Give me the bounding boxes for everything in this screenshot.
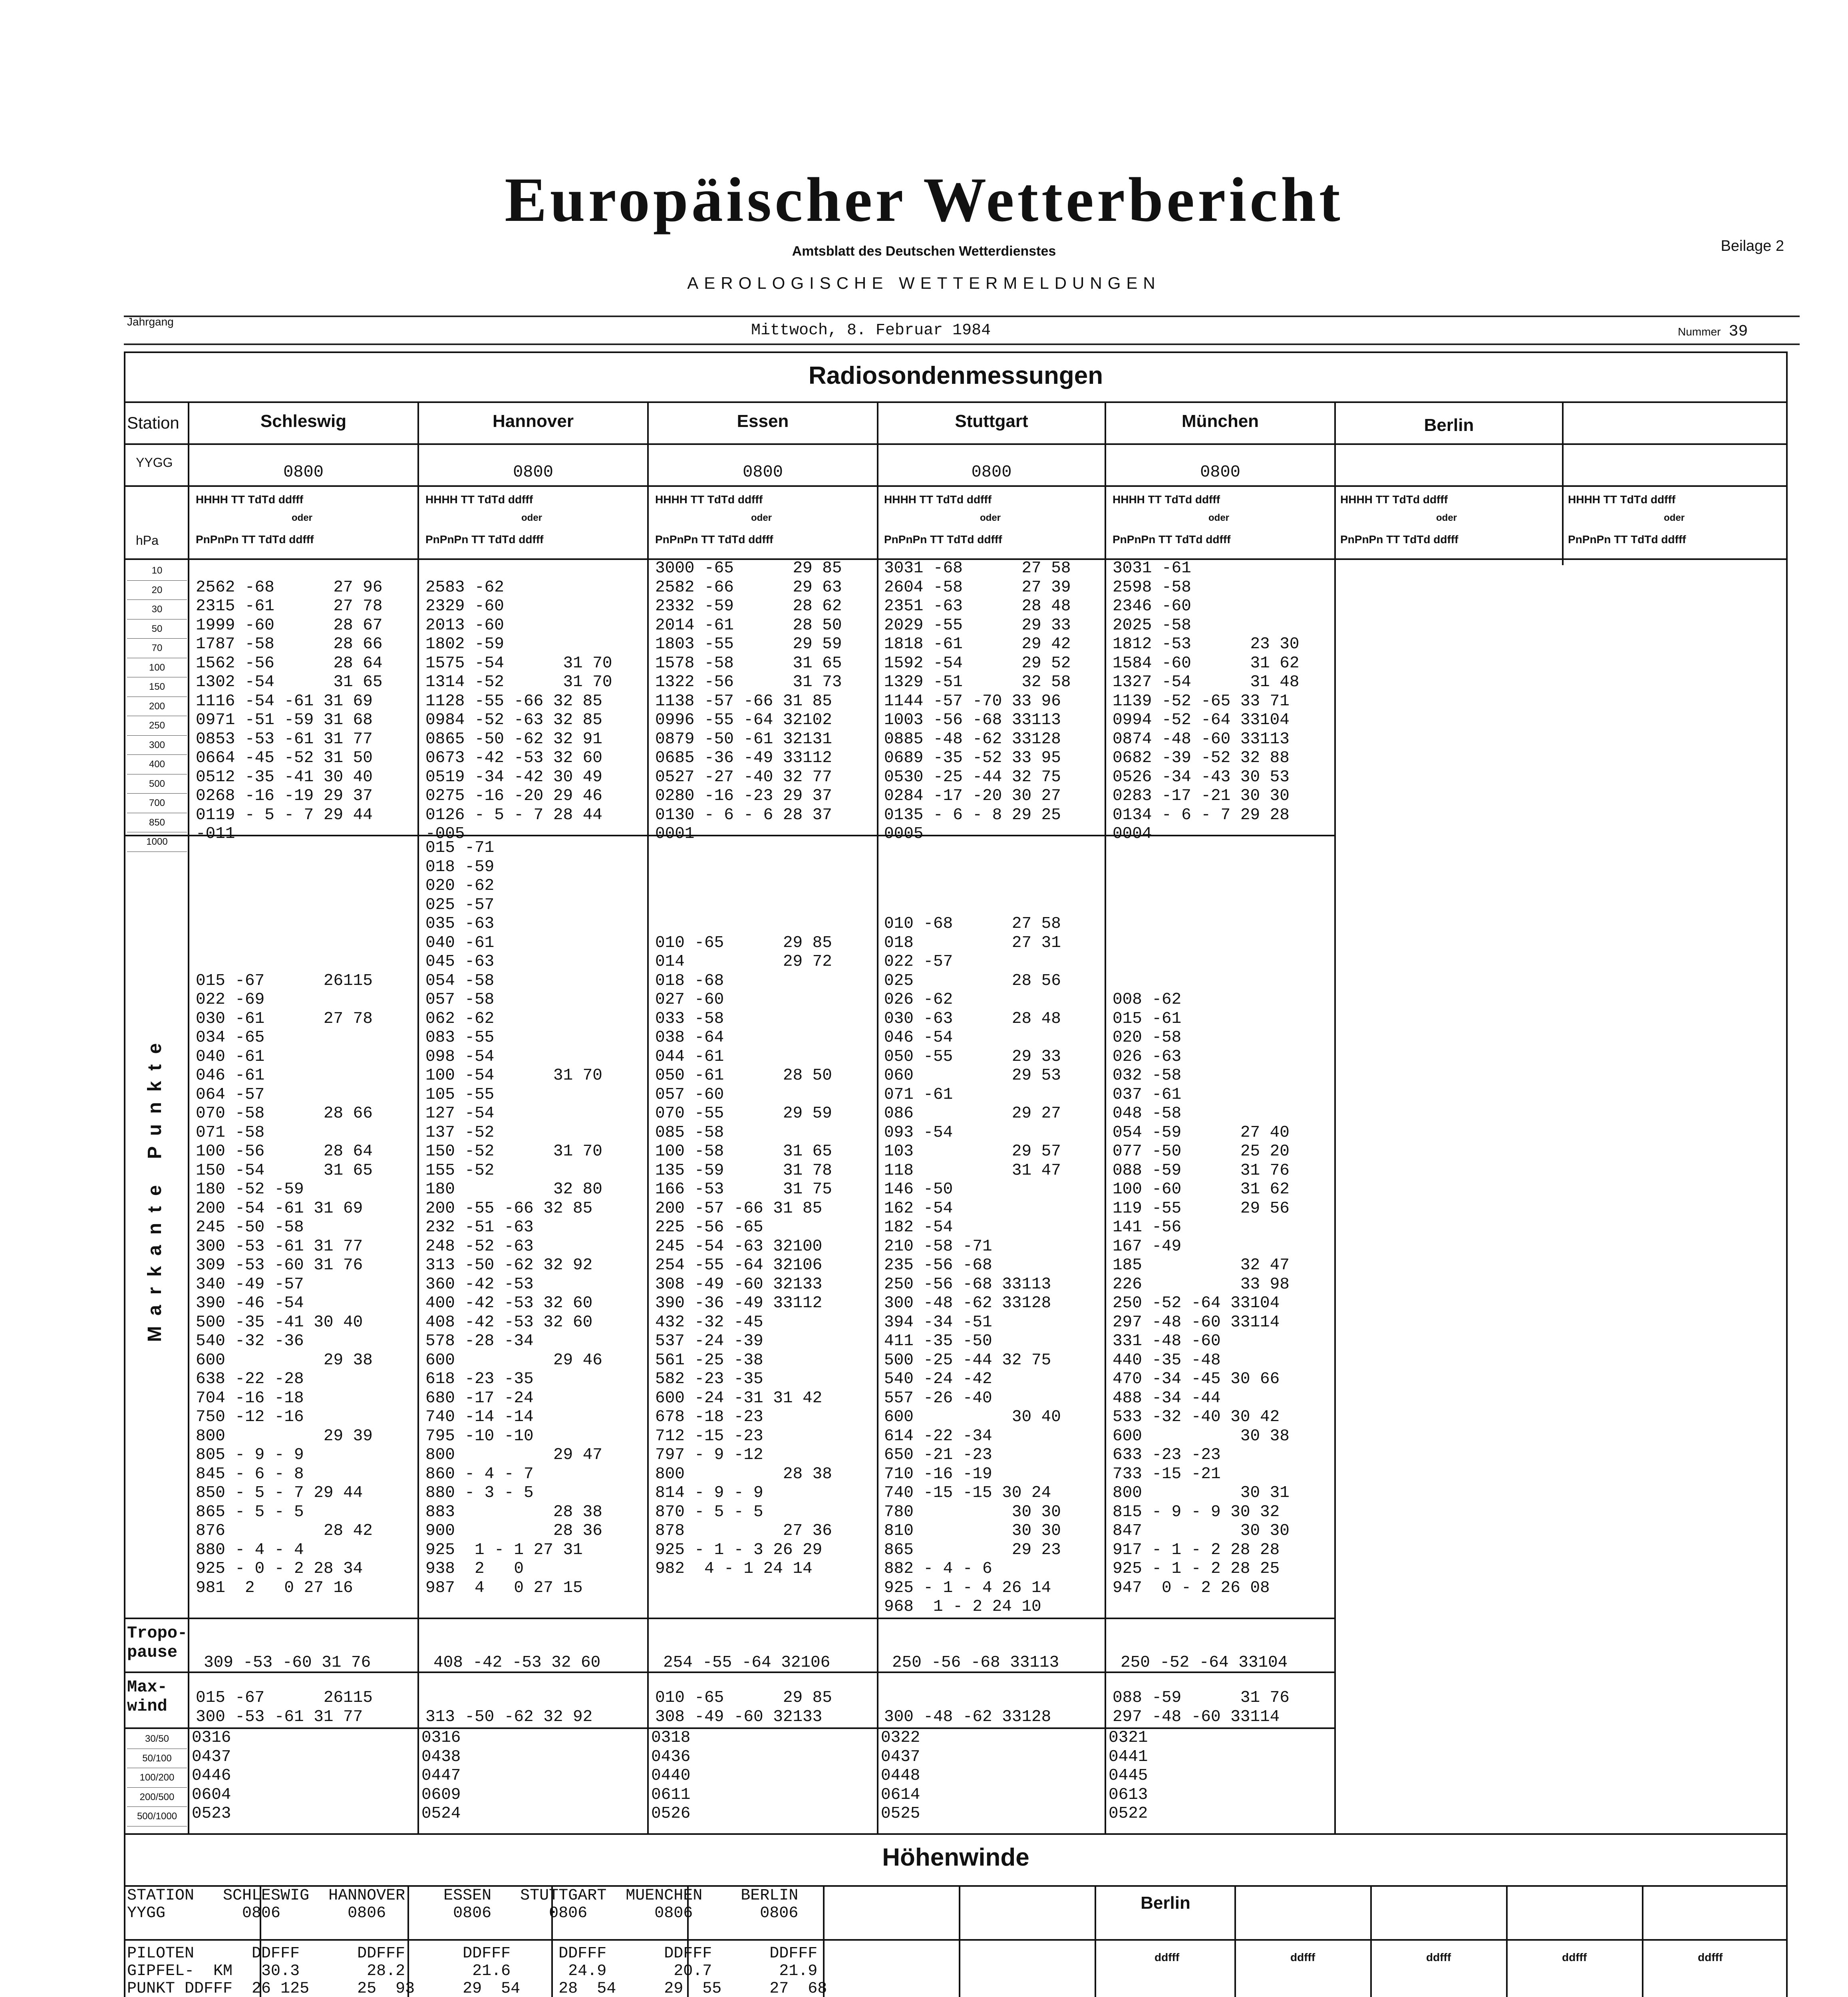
hoehenwinde-header: STATION SCHLESWIG HANNOVER ESSEN STUTTGART MUENCHEN BERLIN YYGG 0806 0806 0806 0806 0806 0806 bbox=[127, 1887, 799, 1922]
col-head: HHHH TT TdTd ddfff bbox=[1568, 493, 1676, 506]
markante-punkte-label: Markante Punkte bbox=[144, 1032, 165, 1342]
thickness-label: 50/100 bbox=[127, 1749, 187, 1769]
station-stuttgart: Stuttgart bbox=[955, 411, 1028, 431]
rule bbox=[124, 485, 1788, 487]
level: 850 bbox=[127, 813, 187, 833]
rule bbox=[647, 401, 649, 1833]
col-head: PnPnPn TT TdTd ddfff bbox=[196, 533, 314, 546]
piloten-block: PILOTEN DDFFF DDFFF DDFFF DDFFF DDFFF DDFFF GIPFEL- KM 30.3 28.2 21.6 24.9 20.7 21.9 PUNKT DDFFF 26 125 25 93 29 54 28 54 29 55 27 68 bbox=[127, 1945, 827, 1997]
time-schleswig: 0800 bbox=[283, 463, 324, 482]
col-oder: oder bbox=[292, 512, 313, 523]
station-muenchen: München bbox=[1181, 411, 1259, 431]
col-oder: oder bbox=[751, 512, 772, 523]
markante-schleswig: 015 -67 26115 022 -69 030 -61 27 78 034 -65 040 -61 046 -61 064 -57 070 -58 28 66 071 -58 100 -56 28 64 150 -54 31 65 180 -52 -59 200 -54 -61 31 69 245 -50 -58 300 -53 -61 31 77 309 -53 -60 31 76 340 -49 -57 390 -46 -54 500 -35 -41 30 40 540 -32 -36 600 29 38 638 -22 -28 704 -16 -18 750 -12 -16 800 29 39 805 - 9 - 9 845 - 6 - 8 850 - 5 - 7 29 44 865 - 5 - 5 876 28 42 880 - 4 - 4 925 - 0 - 2 28 34 981 2 0 27 16 bbox=[196, 971, 373, 1597]
radiosonde-title: Radiosondenmessungen bbox=[808, 362, 1103, 389]
rule bbox=[188, 401, 189, 1833]
issue-date: Mittwoch, 8. Februar 1984 bbox=[751, 322, 991, 339]
level: 1000 bbox=[127, 832, 187, 852]
station-label: Station bbox=[127, 413, 179, 432]
rule bbox=[1506, 1885, 1508, 1997]
rule bbox=[1642, 1885, 1643, 1997]
tropopause-hannover: 408 -42 -53 32 60 bbox=[433, 1654, 601, 1672]
col-head: PnPnPn TT TdTd ddfff bbox=[1340, 533, 1459, 546]
time-stuttgart: 0800 bbox=[971, 463, 1012, 482]
thickness-label: 500/1000 bbox=[127, 1807, 187, 1826]
tropopause-label: Tropo- pause bbox=[127, 1624, 188, 1662]
level: 500 bbox=[127, 774, 187, 794]
markante-hannover: 015 -71 018 -59 020 -62 025 -57 035 -63 040 -61 045 -63 054 -58 057 -58 062 -62 083 -55 098 -54 100 -54 31 70 105 -55 127 -54 137 -52 150 -52 31 70 155 -52 180 32 80 200 -55 -66 32 85 232 -51 -63 248 -52 -63 313 -50 -62 32 92 360 -42 -53 400 -42 -53 32 60 408 -42 -53 32 60 578 -28 -34 600 29 46 618 -23 -35 680 -17 -24 740 -14 -14 795 -10 -10 800 29 47 860 - 4 - 7 880 - 3 - 5 883 28 38 900 28 36 925 1 - 1 27 31 938 2 0 987 4 0 27 15 bbox=[425, 839, 602, 1597]
standard-hannover: 2583 -62 2329 -60 2013 -60 1802 -59 1575 -54 31 70 1314 -52 31 70 1128 -55 -66 32 85 0984 -52 -63 32 85 0865 -50 -62 32 91 0673 -42 -53 32 60 0519 -34 -42 30 49 0275 -16 -20 29 46 0126 - 5 - 7 28 44 -005 bbox=[425, 578, 612, 843]
jahrgang-label: Jahrgang bbox=[127, 316, 174, 328]
hpa-label: hPa bbox=[136, 533, 159, 548]
level: 50 bbox=[127, 619, 187, 639]
header-rule-top bbox=[124, 316, 1800, 317]
col-oder: oder bbox=[521, 512, 542, 523]
col-head: HHHH TT TdTd ddfff bbox=[884, 493, 992, 506]
rule bbox=[1562, 401, 1564, 565]
rule bbox=[1105, 401, 1106, 1833]
thickness-essen: 0318 0436 0440 0611 0526 bbox=[651, 1729, 691, 1823]
standard-schleswig: 2562 -68 27 96 2315 -61 27 78 1999 -60 28 67 1787 -58 28 66 1562 -56 28 64 1302 -54 31 65 1116 -54 -61 31 69 0971 -51 -59 31 68 0853 -53 -61 31 77 0664 -45 -52 31 50 0512 -35 -41 30 40 0268 -16 -19 29 37 0119 - 5 - 7 29 44 -011 bbox=[196, 578, 383, 843]
ddfff-head: ddfff bbox=[1562, 1951, 1587, 1963]
standard-muenchen: 3031 -61 2598 -58 2346 -60 2025 -58 1812 -53 23 30 1584 -60 31 62 1327 -54 31 48 1139 -52 -65 33 71 0994 -52 -64 33104 0874 -48 -60 33113 0682 -39 -52 32 88 0526 -34 -43 30 53 0283 -17 -21 30 30 0134 - 6 - 7 29 28 0004 bbox=[1113, 559, 1300, 843]
level: 400 bbox=[127, 755, 187, 774]
level: 70 bbox=[127, 639, 187, 658]
ddfff-head: ddfff bbox=[1290, 1951, 1315, 1963]
thickness-label: 200/500 bbox=[127, 1788, 187, 1807]
markante-stuttgart: 010 -68 27 58 018 27 31 022 -57 025 28 56 026 -62 030 -63 28 48 046 -54 050 -55 29 33 060 29 53 071 -61 086 29 27 093 -54 103 29 57 118 31 47 146 -50 162 -54 182 -54 210 -58 -71 235 -56 -68 250 -56 -68 33113 300 -48 -62 33128 394 -34 -51 411 -35 -50 500 -25 -44 32 75 540 -24 -42 557 -26 -40 600 30 40 614 -22 -34 650 -21 -23 710 -16 -19 740 -15 -15 30 24 780 30 30 810 30 30 865 29 23 882 - 4 - 6 925 - 1 - 4 26 14 968 1 - 2 24 10 bbox=[884, 915, 1061, 1616]
rule bbox=[1095, 1885, 1096, 1997]
ddfff-head: ddfff bbox=[1426, 1951, 1451, 1963]
station-essen: Essen bbox=[737, 411, 789, 431]
time-essen: 0800 bbox=[743, 463, 783, 482]
col-head: HHHH TT TdTd ddfff bbox=[425, 493, 533, 506]
nummer-text: Nummer bbox=[1678, 326, 1721, 338]
markante-muenchen: 008 -62 015 -61 020 -58 026 -63 032 -58 037 -61 048 -58 054 -59 27 40 077 -50 25 20 088 -59 31 76 100 -60 31 62 119 -55 29 56 141 -56 167 -49 185 32 47 226 33 98 250 -52 -64 33104 297 -48 -60 33114 331 -48 -60 440 -35 -48 470 -34 -45 30 66 488 -34 -44 533 -32 -40 30 42 600 30 38 633 -23 -23 733 -15 -21 800 30 31 815 - 9 - 9 30 32 847 30 30 917 - 1 - 2 28 28 925 - 1 - 2 28 25 947 0 - 2 26 08 bbox=[1113, 991, 1290, 1597]
tropopause-stuttgart: 250 -56 -68 33113 bbox=[892, 1654, 1059, 1672]
rule bbox=[417, 401, 419, 1833]
time-hannover: 0800 bbox=[513, 463, 553, 482]
rule bbox=[877, 401, 878, 1833]
rule bbox=[959, 1885, 960, 1997]
col-head: PnPnPn TT TdTd ddfff bbox=[425, 533, 544, 546]
station-berlin: Berlin bbox=[1424, 415, 1474, 435]
col-head: HHHH TT TdTd ddfff bbox=[196, 493, 304, 506]
col-oder: oder bbox=[980, 512, 1001, 523]
col-head: PnPnPn TT TdTd ddfff bbox=[884, 533, 1002, 546]
thickness-schleswig: 0316 0437 0446 0604 0523 bbox=[192, 1729, 231, 1823]
station-schleswig: Schleswig bbox=[260, 411, 347, 431]
rule bbox=[124, 1618, 1334, 1619]
col-head: HHHH TT TdTd ddfff bbox=[1340, 493, 1448, 506]
page-title: Europäischer Wetterbericht bbox=[505, 165, 1343, 235]
maxwind-schleswig: 015 -67 26115 300 -53 -61 31 77 bbox=[196, 1689, 373, 1726]
col-head: HHHH TT TdTd ddfff bbox=[655, 493, 763, 506]
thickness-labels bbox=[127, 1729, 187, 1826]
rule bbox=[124, 401, 1788, 403]
markante-essen: 010 -65 29 85 014 29 72 018 -68 027 -60 033 -58 038 -64 044 -61 050 -61 28 50 057 -60 070 -55 29 59 085 -58 100 -58 31 65 135 -59 31 78 166 -53 31 75 200 -57 -66 31 85 225 -56 -65 245 -54 -63 32100 254 -55 -64 32106 308 -49 -60 32133 390 -36 -49 33112 432 -32 -45 537 -24 -39 561 -25 -38 582 -23 -35 600 -24 -31 31 42 678 -18 -23 712 -15 -23 797 - 9 -12 800 28 38 814 - 9 - 9 870 - 5 - 5 878 27 36 925 - 1 - 3 26 29 982 4 - 1 24 14 bbox=[655, 933, 832, 1578]
page-subtitle: Amtsblatt des Deutschen Wetterdienstes bbox=[792, 244, 1056, 259]
standard-stuttgart: 3031 -68 27 58 2604 -58 27 39 2351 -63 28 48 2029 -55 29 33 1818 -61 29 42 1592 -54 29 52 1329 -51 32 58 1144 -57 -70 33 96 1003 -56 -68 33113 0885 -48 -62 33128 0689 -35 -52 33 95 0530 -25 -44 32 75 0284 -17 -20 30 27 0135 - 6 - 8 29 25 0005 bbox=[884, 559, 1071, 843]
yygg-label: YYGG bbox=[136, 455, 173, 470]
thickness-stuttgart: 0322 0437 0448 0614 0525 bbox=[881, 1729, 920, 1823]
rule bbox=[124, 1939, 1788, 1941]
level: 250 bbox=[127, 716, 187, 736]
rule bbox=[124, 443, 1788, 445]
thickness-label: 100/200 bbox=[127, 1768, 187, 1788]
tropopause-muenchen: 250 -52 -64 33104 bbox=[1121, 1654, 1288, 1672]
standard-essen: 3000 -65 29 85 2582 -66 29 63 2332 -59 28 62 2014 -61 28 50 1803 -55 29 59 1578 -58 31 65 1322 -56 31 73 1138 -57 -66 31 85 0996 -55 -64 32102 0879 -50 -61 32131 0685 -36 -49 33112 0527 -27 -40 32 77 0280 -16 -23 29 37 0130 - 6 - 6 28 37 0001 bbox=[655, 559, 842, 843]
level: 200 bbox=[127, 697, 187, 717]
hoehenwinde-title: Höhenwinde bbox=[882, 1844, 1029, 1871]
beilage-label: Beilage 2 bbox=[1721, 238, 1784, 254]
nummer-label bbox=[1678, 323, 1748, 341]
ddfff-head: ddfff bbox=[1698, 1951, 1723, 1963]
tropopause-essen: 254 -55 -64 32106 bbox=[663, 1654, 831, 1672]
col-oder: oder bbox=[1208, 512, 1230, 523]
level: 100 bbox=[127, 658, 187, 678]
thickness-hannover: 0316 0438 0447 0609 0524 bbox=[421, 1729, 461, 1823]
rule bbox=[1234, 1885, 1236, 1997]
header-rule-bottom bbox=[124, 343, 1800, 345]
thickness-label: 30/50 bbox=[127, 1729, 187, 1749]
col-head: HHHH TT TdTd ddfff bbox=[1113, 493, 1220, 506]
level: 150 bbox=[127, 677, 187, 697]
rule bbox=[1334, 401, 1336, 1833]
level: 20 bbox=[127, 581, 187, 600]
level: 10 bbox=[127, 561, 187, 581]
tropopause-schleswig: 309 -53 -60 31 76 bbox=[204, 1654, 371, 1672]
level: 700 bbox=[127, 794, 187, 813]
level: 30 bbox=[127, 600, 187, 619]
maxwind-essen: 010 -65 29 85 308 -49 -60 32133 bbox=[655, 1689, 832, 1726]
col-oder: oder bbox=[1664, 512, 1685, 523]
berlin-label: Berlin bbox=[1141, 1893, 1190, 1913]
col-head: PnPnPn TT TdTd ddfff bbox=[1113, 533, 1231, 546]
rule bbox=[124, 1833, 1788, 1835]
maxwind-label: Max- wind bbox=[127, 1677, 167, 1716]
col-head: PnPnPn TT TdTd ddfff bbox=[655, 533, 773, 546]
level: 300 bbox=[127, 736, 187, 755]
page-subtitle-2: AEROLOGISCHE WETTERMELDUNGEN bbox=[687, 274, 1161, 292]
station-hannover: Hannover bbox=[493, 411, 574, 431]
pressure-levels bbox=[127, 561, 187, 852]
col-oder: oder bbox=[1436, 512, 1457, 523]
rule bbox=[124, 1727, 1334, 1729]
maxwind-muenchen: 088 -59 31 76 297 -48 -60 33114 bbox=[1113, 1689, 1290, 1726]
maxwind-hannover: 313 -50 -62 32 92 bbox=[425, 1707, 593, 1726]
time-muenchen: 0800 bbox=[1200, 463, 1240, 482]
ddfff-head: ddfff bbox=[1155, 1951, 1180, 1963]
thickness-muenchen: 0321 0441 0445 0613 0522 bbox=[1109, 1729, 1148, 1823]
nummer-value: 39 bbox=[1729, 323, 1748, 341]
maxwind-stuttgart: 300 -48 -62 33128 bbox=[884, 1707, 1051, 1726]
col-head: PnPnPn TT TdTd ddfff bbox=[1568, 533, 1686, 546]
rule bbox=[1370, 1885, 1372, 1997]
